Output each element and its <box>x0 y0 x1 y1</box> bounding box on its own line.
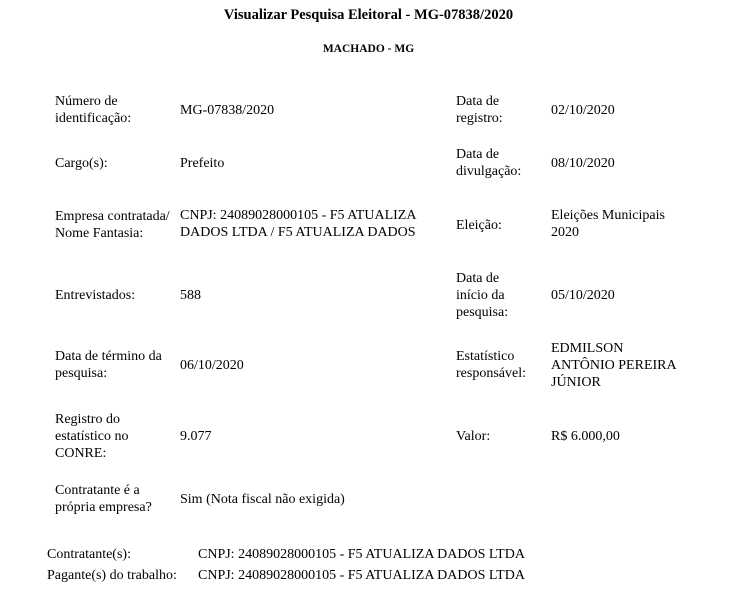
value-registro-conre: 9.077 <box>180 428 212 444</box>
label-contratante-propria: Contratante é a própria empresa? <box>55 483 152 515</box>
label-cargos: Cargo(s): <box>55 155 108 171</box>
value-numero-identificacao: MG-07838/2020 <box>180 102 275 118</box>
footer-pagante-label: Pagante(s) do trabalho: <box>47 568 177 583</box>
label-registro-conre: Registro do estatístico no CONRE: <box>55 411 129 461</box>
label-data-divulgacao: Data de divulgação: <box>456 147 522 179</box>
label-empresa-contratada: Empresa contratada/ Nome Fantasia: <box>55 209 170 241</box>
label-data-registro: Data de registro: <box>456 94 503 126</box>
footer-contratante-row <box>47 546 525 563</box>
value-estatistico-responsavel: EDMILSON ANTÔNIO PEREIRA JÚNIOR <box>551 340 676 390</box>
label-entrevistados: Entrevistados: <box>55 287 136 303</box>
footer-contratante-value: CNPJ: 24089028000105 - F5 ATUALIZA DADOS LTDA <box>198 547 525 562</box>
value-data-termino: 06/10/2020 <box>180 357 244 373</box>
value-data-inicio: 05/10/2020 <box>551 287 615 303</box>
label-estatistico-responsavel: Estatístico responsável: <box>456 349 526 381</box>
value-contratante-propria: Sim (Nota fiscal não exigida) <box>180 491 345 507</box>
value-entrevistados: 588 <box>180 287 201 303</box>
label-numero-identificacao: Número de identificação: <box>55 94 132 126</box>
footer-pagante-value: CNPJ: 24089028000105 - F5 ATUALIZA DADOS LTDA <box>198 568 525 583</box>
label-data-termino: Data de término da pesquisa: <box>55 349 162 381</box>
footer-pagante-row <box>47 567 525 584</box>
label-valor: Valor: <box>456 428 491 444</box>
label-eleicao: Eleição: <box>456 217 502 233</box>
value-valor: R$ 6.000,00 <box>551 428 620 444</box>
value-cargos: Prefeito <box>180 155 225 171</box>
value-eleicao: Eleições Municipais 2020 <box>551 208 665 240</box>
value-data-registro: 02/10/2020 <box>551 102 615 118</box>
value-empresa-contratada: CNPJ: 24089028000105 - F5 ATUALIZA DADOS LTDA / F5 ATUALIZA DADOS <box>180 208 416 240</box>
footer-contratante-label: Contratante(s): <box>47 547 131 562</box>
page-title: Visualizar Pesquisa Eleitoral - MG-07838/2020 <box>223 7 514 23</box>
page-subtitle: MACHADO - MG <box>322 43 415 55</box>
label-data-inicio: Data de início da pesquisa: <box>456 270 509 320</box>
value-data-divulgacao: 08/10/2020 <box>551 155 615 171</box>
